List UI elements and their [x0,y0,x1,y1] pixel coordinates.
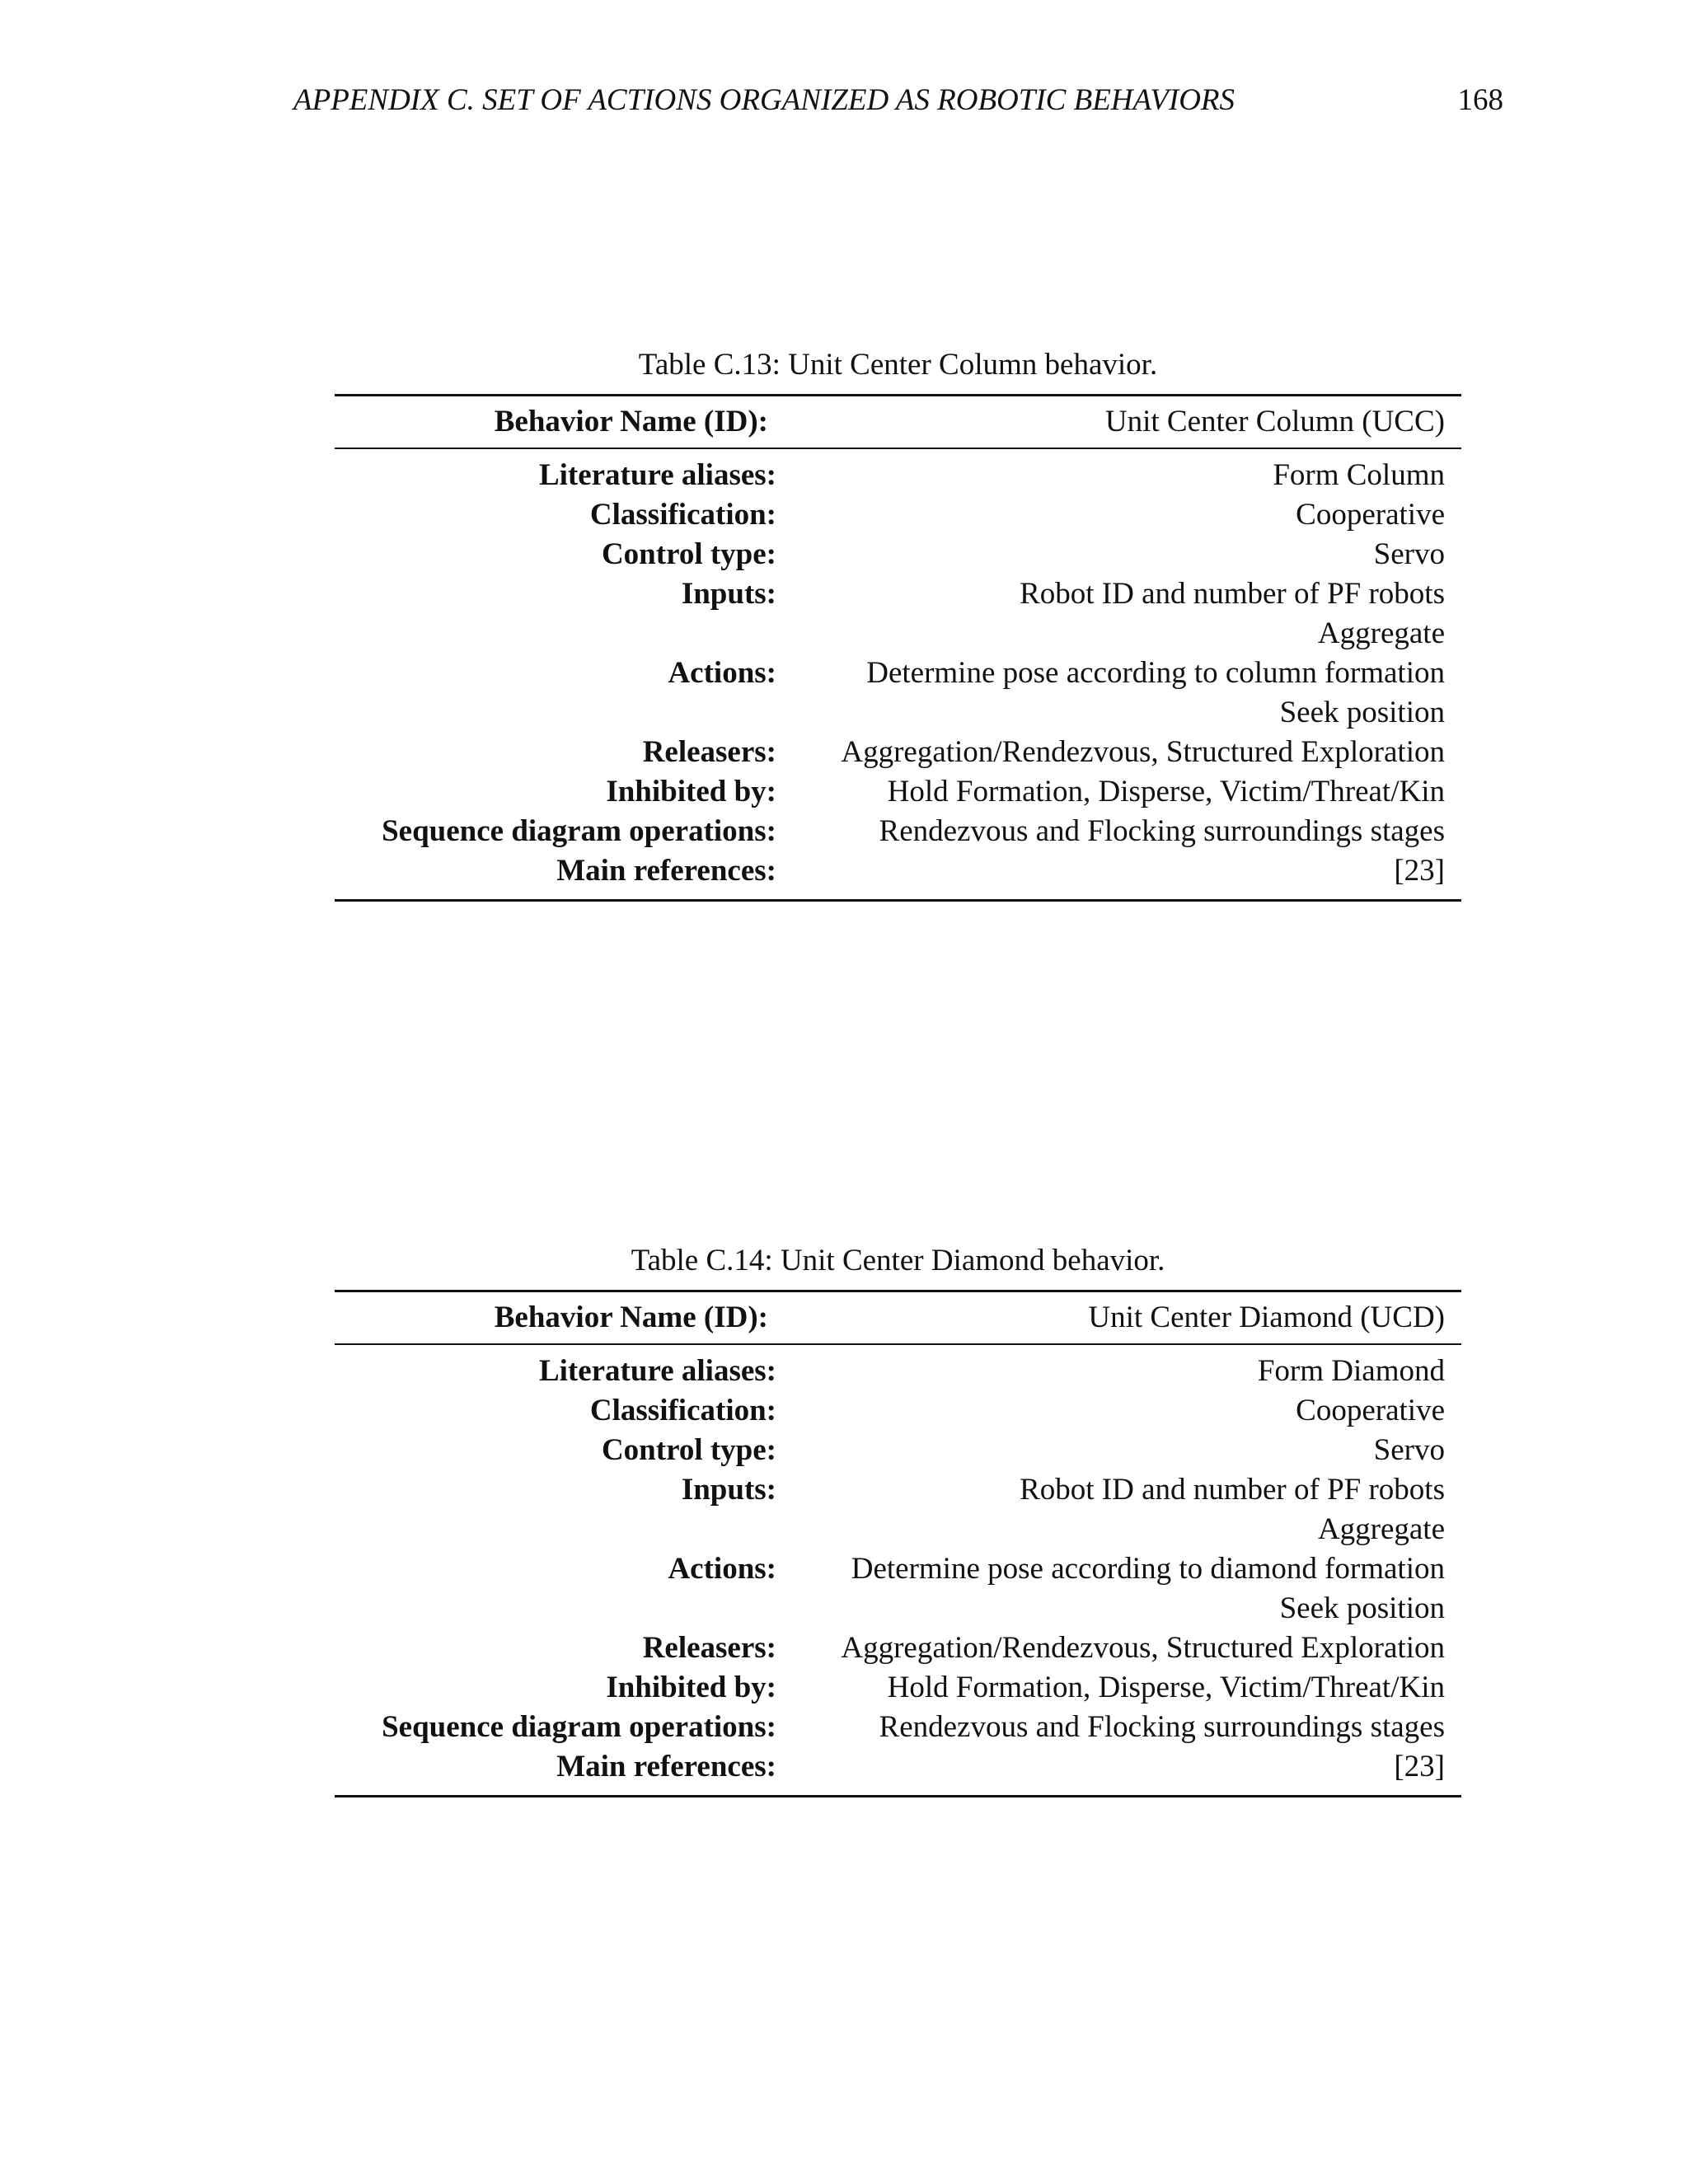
row-value: Hold Formation, Disperse, Victim/Threat/Kin [887,775,1445,808]
table-row [335,1549,1461,1589]
table-caption: Table C.13: Unit Center Column behavior. [638,348,1158,382]
table-caption: Table C.14: Unit Center Diamond behavior. [631,1244,1165,1277]
row-value: Aggregate [1317,616,1445,650]
row-value: Aggregation/Rendezvous, Structured Exploration [841,735,1445,769]
table-head-row [335,1292,1461,1343]
table-row [335,1391,1461,1431]
table-row [335,772,1461,812]
head-label: Behavior Name (ID): [494,1301,768,1334]
row-value: Cooperative [1296,1394,1445,1427]
running-title: APPENDIX C. SET OF ACTIONS ORGANIZED AS ROBOTIC BEHAVIORS [293,83,1236,117]
row-label: Classification: [589,498,776,532]
table-row [335,1668,1461,1708]
table-row [335,1352,1461,1391]
row-label: Literature aliases: [538,458,776,492]
row-value: Determine pose according to column formation [866,656,1445,690]
row-label: Main references: [556,854,776,888]
table-row [335,614,1461,654]
behavior-table-ucd [335,1240,1461,1797]
row-value: Servo [1373,537,1445,571]
row-label: Actions: [668,656,776,690]
table-row [335,812,1461,851]
table-row [335,851,1461,891]
table-row [335,456,1461,495]
table-head-row [335,396,1461,448]
row-value: Robot ID and number of PF robots [1020,1473,1445,1507]
row-label: Sequence diagram operations: [382,1710,776,1744]
row-label: Actions: [668,1552,776,1586]
row-value: Seek position [1279,1591,1445,1625]
row-value: Hold Formation, Disperse, Victim/Threat/Kin [887,1671,1445,1704]
row-value: Cooperative [1296,498,1445,532]
row-value: Form Diamond [1257,1354,1445,1388]
row-label: Releasers: [642,1631,776,1665]
head-label: Behavior Name (ID): [494,405,768,438]
row-value: Determine pose according to diamond formation [851,1552,1445,1586]
table-body [335,449,1461,899]
table-row [335,1589,1461,1629]
table-row [335,733,1461,772]
row-label: Classification: [589,1394,776,1427]
row-value: Seek position [1279,696,1445,729]
row-value: Rendezvous and Flocking surroundings stages [879,814,1445,848]
head-value: Unit Center Diamond (UCD) [1088,1301,1445,1334]
row-value: Robot ID and number of PF robots [1020,577,1445,611]
table-bottom-rule [335,1795,1461,1797]
row-label: Releasers: [642,735,776,769]
row-value: Servo [1373,1433,1445,1467]
running-head [293,79,1503,122]
row-value: Aggregation/Rendezvous, Structured Exploration [841,1631,1445,1665]
row-label: Inhibited by: [606,775,776,808]
table-row [335,535,1461,574]
table-row [335,1431,1461,1470]
table-row [335,1470,1461,1510]
behavior-table-ucc [335,344,1461,902]
head-value: Unit Center Column (UCC) [1104,405,1445,438]
table-row [335,693,1461,733]
row-label: Inputs: [681,1473,776,1507]
table-row [335,574,1461,614]
table-row [335,654,1461,693]
table-row [335,1510,1461,1549]
page-number: 168 [1457,83,1503,117]
row-label: Literature aliases: [538,1354,776,1388]
table-bottom-rule [335,899,1461,902]
row-label: Inhibited by: [606,1671,776,1704]
row-value: [23] [1394,854,1445,888]
table-row [335,1747,1461,1787]
row-value: [23] [1394,1750,1445,1783]
row-label: Control type: [601,537,776,571]
row-label: Sequence diagram operations: [382,814,776,848]
row-value: Aggregate [1317,1512,1445,1546]
row-label: Control type: [601,1433,776,1467]
table-body [335,1345,1461,1795]
row-label: Inputs: [681,577,776,611]
table-row [335,1708,1461,1747]
row-value: Rendezvous and Flocking surroundings stages [879,1710,1445,1744]
table-row [335,495,1461,535]
table-row [335,1629,1461,1668]
row-label: Main references: [556,1750,776,1783]
row-value: Form Column [1273,458,1445,492]
